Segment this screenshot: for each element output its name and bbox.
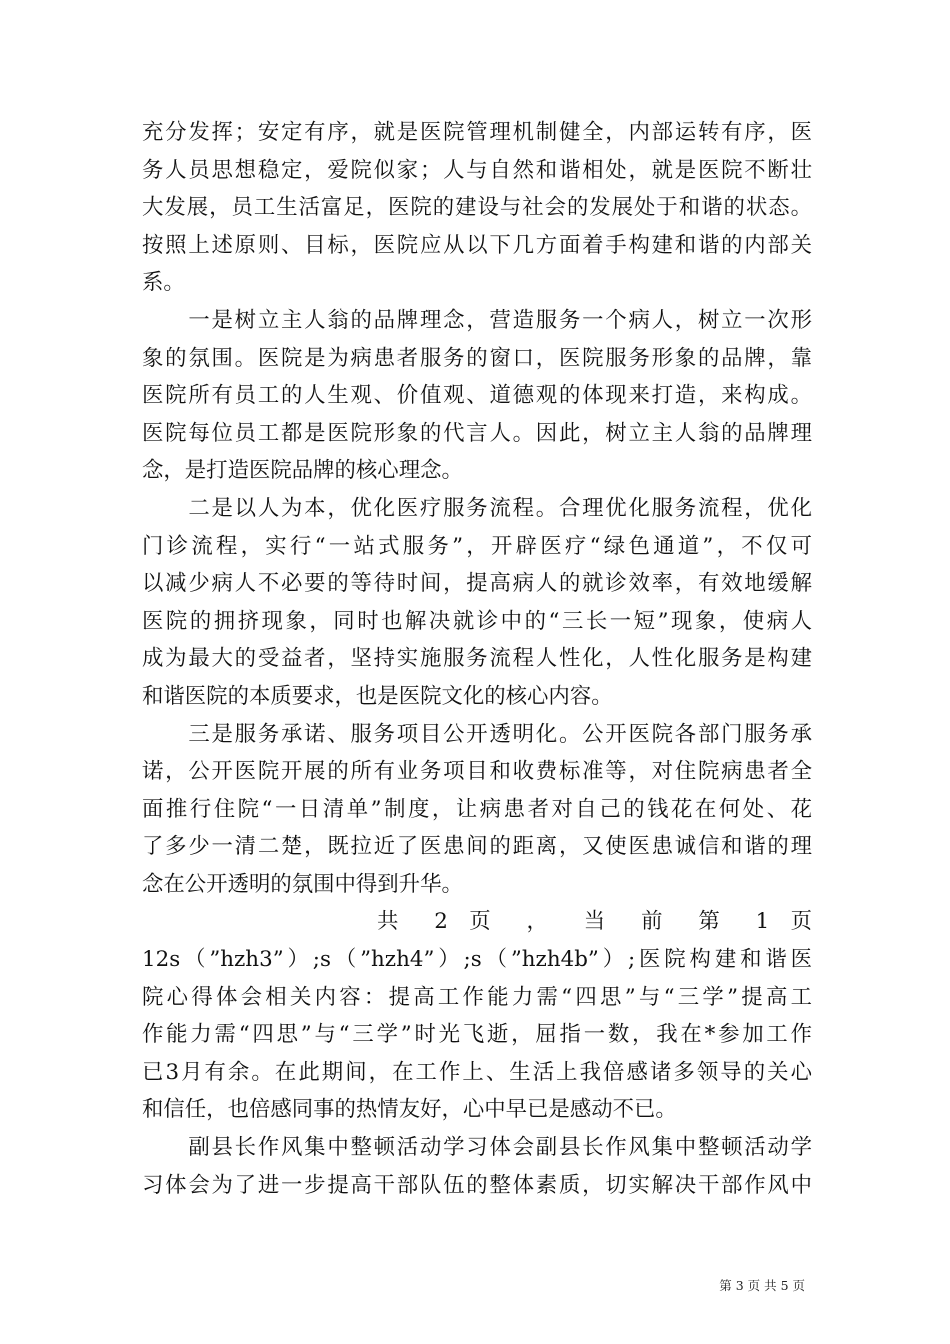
text-line: 成为最大的受益者，坚持实施服务流程人性化，人性化服务是构建 [142,646,812,672]
text-line: 一是树立主人翁的品牌理念，营造服务一个病人，树立一次形 [142,307,812,333]
text-line: 医院所有员工的人生观、价值观、道德观的体现来打造，来构成。 [142,383,812,409]
text-line: 和谐医院的本质要求，也是医院文化的核心内容。 [142,683,613,709]
text-line: 医院的拥挤现象，同时也解决就诊中的“三长一短”现象，使病人 [142,608,812,634]
text-line: 面推行住院“一日清单”制度，让病患者对自己的钱花在何处、花 [142,796,812,822]
text-line: 务人员思想稳定，爱院似家；人与自然和谐相处，就是医院不断壮 [142,157,812,183]
text-line: 大发展，员工生活富足，医院的建设与社会的发展处于和谐的状态。 [142,195,812,221]
text-line: 医院每位员工都是医院形象的代言人。因此，树立主人翁的品牌理 [142,420,812,446]
text-line: 诺，公开医院开展的所有业务项目和收费标准等，对住院病患者全 [142,759,812,785]
text-line: 象的氛围。医院是为病患者服务的窗口，医院服务形象的品牌，靠 [142,345,812,371]
text-line: 按照上述原则、目标，医院应从以下几方面着手构建和谐的内部关 [142,232,812,258]
text-line: 三是服务承诺、服务项目公开透明化。公开医院各部门服务承 [142,721,812,747]
text-line: 习体会为了进一步提高干部队伍的整体素质，切实解决干部作风中 [142,1172,812,1198]
text-line: 以减少病人不必要的等待时间，提高病人的就诊效率，有效地缓解 [142,571,812,597]
text-line: 12s（”hzh3”）;s（”hzh4”）;s（”hzh4b”）;医院构建和谐医 [142,947,812,973]
text-line: 充分发挥；安定有序，就是医院管理机制健全，内部运转有序，医 [142,120,812,145]
text-line: 院心得体会相关内容：提高工作能力需“四思”与“三学”提高工 [142,984,812,1010]
text-line: 念在公开透明的氛围中得到升华。 [142,871,463,897]
body-text [142,114,812,1204]
text-line: 了多少一清二楚，既拉近了医患间的距离，又使医患诚信和谐的理 [142,834,812,860]
text-line: 门诊流程，实行“一站式服务”，开辟医疗“绿色通道”，不仅可 [142,533,812,559]
text-line: 和信任，也倍感同事的热情友好，心中早已是感动不已。 [142,1097,677,1123]
text-line: 念，是打造医院品牌的核心理念。 [142,458,463,484]
text-line: 二是以人为本，优化医疗服务流程。合理优化服务流程，优化 [142,495,812,521]
text-line: 副县长作风集中整顿活动学习体会副县长作风集中整顿活动学 [142,1135,812,1161]
text-line: 共 2 页 ， 当 前 第 1 页 [377,909,812,935]
text-line: 已3月有余。在此期间，在工作上、生活上我倍感诸多领导的关心 [142,1059,812,1085]
text-line: 系。 [142,270,185,296]
page-footer: 第 3 页 共 5 页 [719,1278,805,1293]
text-line: 作能力需“四思”与“三学”时光飞逝，屈指一数，我在*参加工作 [142,1022,812,1048]
